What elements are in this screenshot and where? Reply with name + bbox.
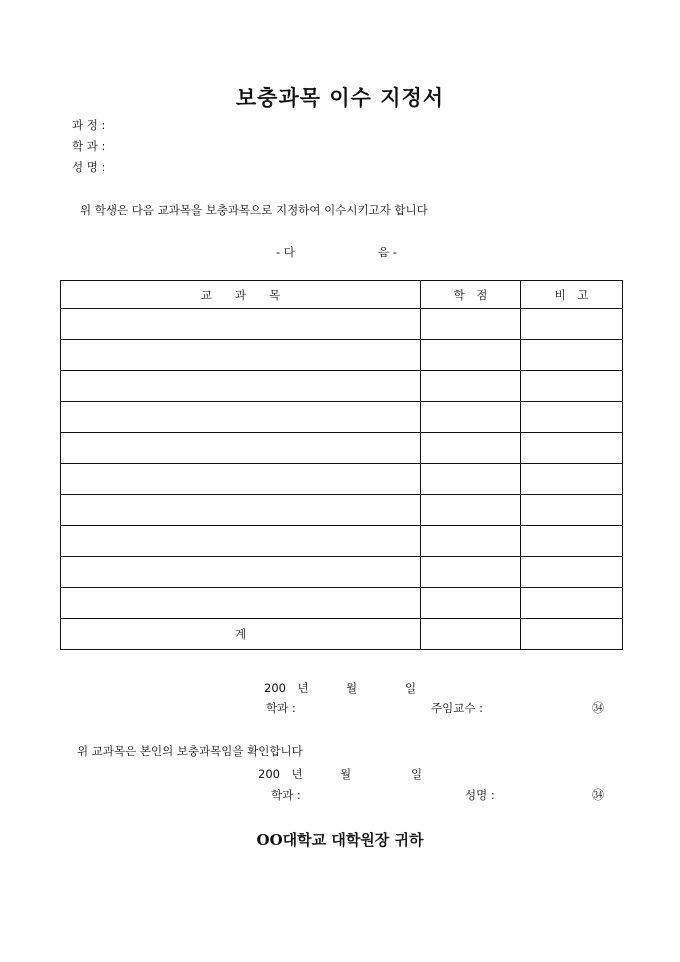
subject-cell (61, 526, 421, 557)
credits-cell (421, 495, 521, 526)
approval-department-label: 학과 : (266, 701, 296, 715)
table-row (61, 309, 623, 340)
below-heading-right: 음 - (378, 245, 397, 259)
subject-cell (61, 402, 421, 433)
remarks-cell (521, 557, 623, 588)
remarks-cell (521, 495, 623, 526)
remarks-cell (521, 402, 623, 433)
table-row (61, 495, 623, 526)
table-row (61, 371, 623, 402)
table-row (61, 526, 623, 557)
header-remarks: 비 고 (521, 281, 623, 309)
confirm-name-label: 성명 : (465, 788, 495, 802)
total-label: 계 (61, 619, 421, 650)
remarks-cell (521, 464, 623, 495)
credits-cell (421, 557, 521, 588)
subject-cell (61, 588, 421, 619)
credits-cell (421, 309, 521, 340)
addressee-footer: OO대학교 대학원장 귀하 (256, 831, 424, 849)
credits-cell (421, 340, 521, 371)
header-subject: 교 과 목 (61, 281, 421, 309)
table-header-row (61, 281, 623, 309)
credits-cell (421, 402, 521, 433)
credits-cell (421, 464, 521, 495)
subject-cell (61, 309, 421, 340)
student-seal-mark: ㉞ (592, 788, 605, 802)
remarks-cell (521, 371, 623, 402)
designation-statement: 위 학생은 다음 교과목을 보충과목으로 지정하여 이수시키고자 합니다 (80, 203, 428, 217)
course-label: 과 정 : (72, 118, 106, 132)
subject-cell (61, 557, 421, 588)
course-table (60, 280, 623, 650)
confirmation-statement: 위 교과목은 본인의 보충과목임을 확인합니다 (77, 744, 303, 758)
subject-cell (61, 464, 421, 495)
remarks-cell (521, 433, 623, 464)
subject-cell (61, 340, 421, 371)
remarks-cell (521, 526, 623, 557)
confirm-day: 일 (411, 767, 423, 781)
credits-cell (421, 588, 521, 619)
remarks-cell (521, 588, 623, 619)
below-heading-left: - 다 (276, 245, 295, 259)
approval-year: 200 년 (264, 681, 309, 695)
credits-cell (421, 433, 521, 464)
subject-cell (61, 495, 421, 526)
table-row (61, 402, 623, 433)
table-row (61, 340, 623, 371)
total-remarks-cell (521, 619, 623, 650)
confirm-year: 200 년 (258, 767, 303, 781)
advisor-seal-mark: ㉞ (592, 701, 605, 715)
table-row (61, 588, 623, 619)
table-row (61, 433, 623, 464)
remarks-cell (521, 309, 623, 340)
name-label: 성 명 : (72, 160, 106, 174)
remarks-cell (521, 340, 623, 371)
table-total-row (61, 619, 623, 650)
confirm-month: 월 (340, 767, 352, 781)
confirm-department-label: 학과 : (271, 788, 301, 802)
table-row (61, 464, 623, 495)
department-label: 학 과 : (72, 139, 106, 153)
advisor-label: 주임교수 : (431, 701, 483, 715)
credits-cell (421, 371, 521, 402)
subject-cell (61, 371, 421, 402)
approval-day: 일 (405, 681, 417, 695)
total-credits-cell (421, 619, 521, 650)
document-title: 보충과목 이수 지정서 (235, 85, 445, 110)
header-credits: 학 점 (421, 281, 521, 309)
approval-month: 월 (346, 681, 358, 695)
table-row (61, 557, 623, 588)
credits-cell (421, 526, 521, 557)
subject-cell (61, 433, 421, 464)
